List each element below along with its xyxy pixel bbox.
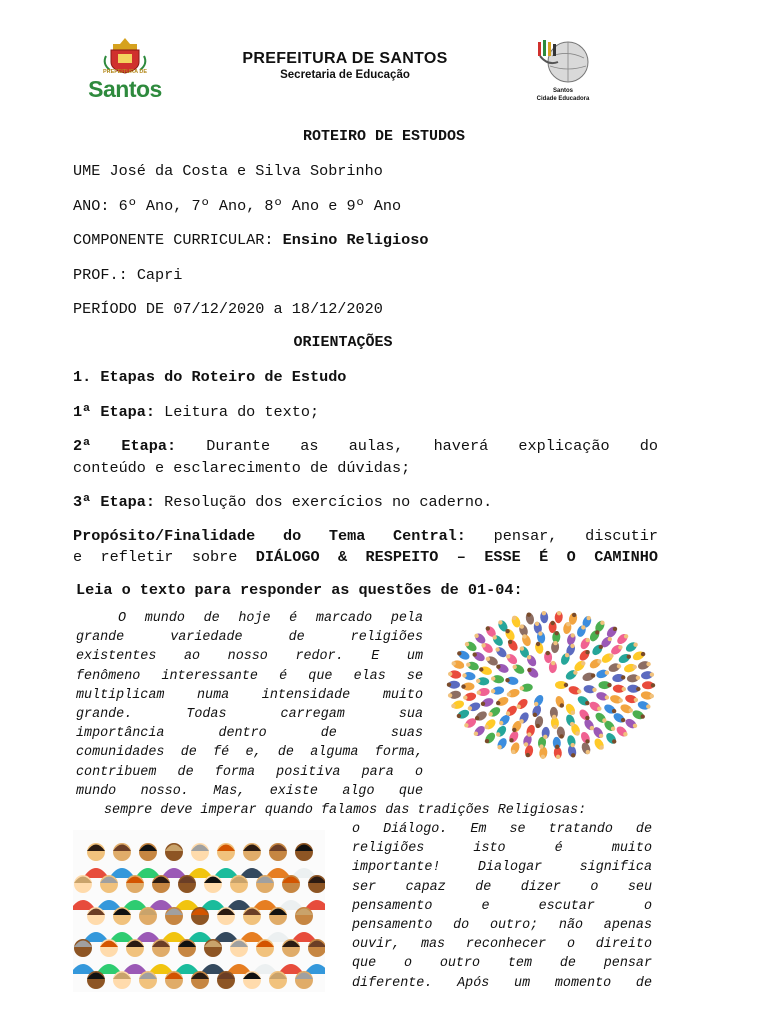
globe-person-head xyxy=(597,659,601,663)
globe-person-head xyxy=(481,702,485,706)
globe-person-head xyxy=(485,739,489,743)
globe-person xyxy=(624,717,638,730)
globe-person xyxy=(474,709,488,722)
globe-person-head xyxy=(463,695,467,699)
globe-person-head xyxy=(539,744,543,748)
globe-person-head xyxy=(590,726,594,730)
passage-line: pensamento do outro; não apenas xyxy=(352,918,652,933)
globe-person-head xyxy=(602,718,606,722)
globe-person-head xyxy=(448,693,452,697)
prof-line xyxy=(73,266,182,284)
globe-person-head xyxy=(575,731,579,735)
globe-person xyxy=(506,638,519,652)
globe-person-head xyxy=(651,683,655,687)
globe-person-head xyxy=(572,613,576,617)
globe-person xyxy=(578,648,592,662)
crowd-of-people-image xyxy=(73,830,325,992)
globe-person-head xyxy=(624,634,628,638)
globe-person xyxy=(588,657,602,670)
document-title: ROTEIRO DE ESTUDOS xyxy=(302,128,466,145)
etapa-1-text: Leitura do texto; xyxy=(164,403,320,421)
globe-person-head xyxy=(520,686,524,690)
crowd-person-hair xyxy=(243,845,261,852)
passage-line: multiplicam numa intensidade muito xyxy=(76,687,423,703)
globe-person-head xyxy=(605,671,609,675)
passage-full-line: sempre deve imperar quando falamos das tradições Religiosas: xyxy=(104,803,587,818)
globe-person-head xyxy=(519,719,523,723)
globe-person-head xyxy=(474,732,478,736)
globe-person-head xyxy=(484,725,488,729)
globe-person-head xyxy=(595,630,599,634)
globe-person-head xyxy=(535,622,539,626)
crowd-person-hair xyxy=(165,845,183,852)
globe-person-head xyxy=(555,745,559,749)
etapa-2-label: 2ª Etapa: xyxy=(73,437,177,455)
globe-person xyxy=(483,731,497,745)
passage-line: religiões isto é muito xyxy=(352,841,652,857)
globe-person-head xyxy=(524,742,528,746)
globe-person-head xyxy=(597,707,601,711)
globe-person-head xyxy=(553,725,557,729)
globe-person xyxy=(487,705,501,718)
globe-person-head xyxy=(533,713,537,717)
globe-person-head xyxy=(556,755,560,759)
globe-person-head xyxy=(570,644,574,648)
cidade-educadora-logo xyxy=(530,36,596,108)
globe-person-head xyxy=(498,620,502,624)
globe-person xyxy=(515,697,529,711)
globe-person-head xyxy=(543,735,547,739)
globe-person-head xyxy=(517,705,521,709)
prof-value: Capri xyxy=(136,266,183,284)
passage-line: importância dentro de suas xyxy=(76,726,423,742)
etapa-2-text-2: conteúdo e esclarecimento de dúvidas; xyxy=(73,459,411,477)
prof-label: PROF.: xyxy=(73,266,128,284)
globe-person-head xyxy=(629,708,633,712)
crowd-illustration xyxy=(73,830,325,992)
proposito-text-1: pensar, discutir xyxy=(493,527,658,545)
passage-line: grande variedade de religiões xyxy=(76,630,423,646)
globe-person-head xyxy=(493,635,497,639)
etapa-1 xyxy=(73,403,319,421)
globe-person-head xyxy=(571,743,575,747)
globe-person-head xyxy=(573,670,577,674)
globe-person-head xyxy=(473,652,477,656)
globe-person-head xyxy=(496,701,500,705)
globe-person-head xyxy=(546,651,550,655)
globe-person-head xyxy=(641,652,645,656)
globe-person-head xyxy=(474,634,478,638)
crowd-person-hair xyxy=(295,845,313,852)
globe-person-head xyxy=(623,732,627,736)
globe-person-head xyxy=(622,687,626,691)
globe-person-head xyxy=(636,687,640,691)
globe-person-head xyxy=(506,654,510,658)
globe-person-head xyxy=(565,653,569,657)
globe-person-head xyxy=(486,626,490,630)
globe-person-head xyxy=(551,621,555,625)
globe-person-head xyxy=(505,629,509,633)
globe-person xyxy=(472,724,486,738)
globe-person-head xyxy=(476,679,480,683)
globe-person-head xyxy=(464,723,468,727)
globe-person xyxy=(505,652,519,666)
globe-person-head xyxy=(520,624,524,628)
santos-city-logo xyxy=(76,36,174,104)
globe-person-head xyxy=(481,643,485,647)
passage-line: importante! Dialogar significa xyxy=(352,860,652,876)
globe-person-head xyxy=(559,734,563,738)
componente-line xyxy=(73,231,428,249)
globe-person xyxy=(464,640,478,653)
globe-person-head xyxy=(507,692,511,696)
globe-person-head xyxy=(650,694,654,698)
passage-line: ouvir, mas reconhecer o direito xyxy=(352,937,652,953)
globe-person-head xyxy=(627,655,631,659)
globe-person-head xyxy=(633,724,637,728)
globe-person xyxy=(532,693,545,707)
globe-person-head xyxy=(634,698,638,702)
globe-person-head xyxy=(538,631,542,635)
globe-person-head xyxy=(636,676,640,680)
globe-person-head xyxy=(486,657,490,661)
globe-person-head xyxy=(542,611,546,615)
crowd-person-hair xyxy=(191,845,209,852)
globe-person xyxy=(483,717,497,731)
passage-line: comunidades de fé e, de alguma forma, xyxy=(76,745,423,761)
logo-caption: PREFEITURA DE xyxy=(102,69,148,75)
globe-person-head xyxy=(475,716,479,720)
globe-person-head xyxy=(527,732,531,736)
globe-person-head xyxy=(462,673,466,677)
globe-person-head xyxy=(461,684,465,688)
ano-value: 6º Ano, 7º Ano, 8º Ano e 9º Ano xyxy=(118,197,402,215)
diverse-people-globe-image xyxy=(444,610,658,760)
globe-illustration xyxy=(444,610,658,760)
globe-person xyxy=(593,737,606,751)
componente-value: Ensino Religioso xyxy=(282,231,429,249)
globe-person-head xyxy=(527,668,531,672)
proposito-label: Propósito/Finalidade do Tema Central: xyxy=(73,527,466,545)
orientacoes-title: ORIENTAÇÕES xyxy=(293,334,393,351)
globe-person-head xyxy=(570,722,574,726)
globe-person xyxy=(579,636,592,650)
globe-person-head xyxy=(571,711,575,715)
logo-right-line1: Santos xyxy=(552,88,573,94)
globe-person-head xyxy=(599,734,603,738)
globe-person-head xyxy=(512,728,516,732)
globe-person-head xyxy=(646,704,650,708)
globe-person-head xyxy=(506,711,510,715)
leia-instruction: Leia o texto para responder as questões de 01-04: xyxy=(76,581,523,599)
globe-person-head xyxy=(551,661,555,665)
globe-person-head xyxy=(564,683,568,687)
globe-person-head xyxy=(571,633,575,637)
crowd-person-hair xyxy=(269,845,287,852)
passage-line: pensamento e escutar o xyxy=(352,898,652,914)
globe-person-head xyxy=(613,627,617,631)
etapa-2-line1 xyxy=(73,437,658,455)
globe-person-head xyxy=(465,642,469,646)
globe-person-head xyxy=(541,755,545,759)
globe-person xyxy=(624,640,638,653)
globe-person-head xyxy=(617,664,621,668)
etapa-3-label: 3ª Etapa: xyxy=(73,493,156,511)
globe-person-head xyxy=(585,650,589,654)
globe-person-head xyxy=(609,654,613,658)
passage-line: existentes ao nosso redor. E um xyxy=(76,649,423,665)
globe-person xyxy=(605,625,619,639)
globe-person-head xyxy=(607,683,611,687)
school-name: UME José da Costa e Silva Sobrinho xyxy=(73,162,383,180)
passage-line: mundo nosso. Mas, existe algo que xyxy=(76,783,423,799)
etapas-heading: 1. Etapas do Roteiro de Estudo xyxy=(73,368,347,386)
header-title: PREFEITURA DE SANTOS xyxy=(242,50,448,67)
globe-person-head xyxy=(527,655,531,659)
globe-person xyxy=(554,695,566,709)
globe-person-head xyxy=(505,678,509,682)
globe-person-head xyxy=(552,715,556,719)
globe-person-head xyxy=(581,661,585,665)
proposito-line2 xyxy=(73,548,658,566)
globe-person-head xyxy=(557,611,561,615)
globe-person-head xyxy=(536,724,540,728)
globe-person-head xyxy=(491,676,495,680)
globe-person xyxy=(496,737,509,751)
proposito-line1 xyxy=(73,527,658,545)
globe-person xyxy=(576,694,590,707)
crowd-person-hair xyxy=(139,845,157,852)
globe-person-head xyxy=(600,621,604,625)
globe-person xyxy=(526,666,540,680)
globe-person xyxy=(604,731,618,745)
globe-person-head xyxy=(612,739,616,743)
globe-person-head xyxy=(585,739,589,743)
globe-person-head xyxy=(611,727,615,731)
globe-person-head xyxy=(633,665,637,669)
globe-person-head xyxy=(621,675,625,679)
etapa-1-label: 1ª Etapa: xyxy=(73,403,156,421)
crowd-person-hair xyxy=(87,845,105,852)
globe-person-head xyxy=(641,714,645,718)
crowd-person-hair xyxy=(113,845,131,852)
globe-person-head xyxy=(587,616,591,620)
globe-person-head xyxy=(534,702,538,706)
globe-person-head xyxy=(466,663,470,667)
globe-person-head xyxy=(605,695,609,699)
globe-person-head xyxy=(555,631,559,635)
globe-person-head xyxy=(618,645,622,649)
globe-person-head xyxy=(650,672,654,676)
globe-person-head xyxy=(457,714,461,718)
globe-person-head xyxy=(586,638,590,642)
globe-person-head xyxy=(577,689,581,693)
globe-person-head xyxy=(451,704,455,708)
globe-person-head xyxy=(508,640,512,644)
header-subtitle: Secretaria de Educação xyxy=(280,69,410,81)
globe-person-head xyxy=(560,703,564,707)
globe-person xyxy=(588,700,602,713)
globe-person-head xyxy=(479,667,483,671)
proposito-text-2a: e refletir sobre xyxy=(73,548,238,566)
globe-person-head xyxy=(512,616,516,620)
passage-line: fenômeno interessante é que elas se xyxy=(76,668,423,684)
globe-person-head xyxy=(633,643,637,647)
globe-person xyxy=(494,724,508,738)
page-header xyxy=(0,0,768,115)
globe-person xyxy=(615,724,629,738)
globe-person-head xyxy=(499,721,503,725)
globe-person-head xyxy=(585,701,589,705)
globe-person-head xyxy=(591,673,595,677)
passage-line: diferente. Após um momento de xyxy=(352,975,652,991)
etapa-2-text-1: Durante as aulas, haverá explicação do xyxy=(206,437,658,455)
globe-person-head xyxy=(488,712,492,716)
passage-line: contribuem de forma positiva para o xyxy=(76,764,423,780)
globe-person-head xyxy=(536,642,540,646)
globe-person xyxy=(521,633,533,647)
globe-person-head xyxy=(621,718,625,722)
periodo-line: PERÍODO DE 07/12/2020 a 18/12/2020 xyxy=(73,300,383,318)
globe-person-head xyxy=(522,634,526,638)
passage-line: o Diálogo. Em se tratando de xyxy=(352,822,652,837)
ano-line xyxy=(73,197,401,215)
ano-label: ANO: xyxy=(73,197,110,215)
etapa-3 xyxy=(73,493,492,511)
etapa-3-text: Resolução dos exercícios no caderno. xyxy=(164,493,493,511)
globe-person-head xyxy=(477,690,481,694)
globe-person-head xyxy=(468,706,472,710)
globe-person-head xyxy=(599,645,603,649)
globe-person-head xyxy=(452,661,456,665)
globe-person xyxy=(579,731,591,745)
proposito-text-2b: DIÁLOGO & RESPEITO – ESSE É O CAMINHO xyxy=(255,548,658,566)
globe-person-head xyxy=(447,683,451,687)
globe-person-head xyxy=(612,709,616,713)
globe-person-head xyxy=(497,745,501,749)
globe-person-head xyxy=(520,646,524,650)
globe-person-head xyxy=(586,750,590,754)
globe-person-head xyxy=(592,688,596,692)
passage-line: grande. Todas carregam sua xyxy=(76,707,423,722)
globe-person xyxy=(615,632,629,646)
globe-person-head xyxy=(526,753,530,757)
globe-person-head xyxy=(513,665,517,669)
componente-label: COMPONENTE CURRICULAR: xyxy=(73,231,274,249)
globe-person-head xyxy=(646,662,650,666)
globe-person-head xyxy=(566,622,570,626)
globe-person-head xyxy=(619,698,623,702)
globe-person-head xyxy=(495,647,499,651)
globe-person-head xyxy=(491,689,495,693)
globe-person-head xyxy=(553,641,557,645)
globe-person-head xyxy=(511,750,515,754)
globe-person-head xyxy=(581,625,585,629)
globe-person xyxy=(512,663,526,676)
globe-person-head xyxy=(496,732,500,736)
passage-line: O mundo de hoje é marcado pela xyxy=(118,611,423,626)
logo-right-line2: Cidade Educadora xyxy=(536,96,590,102)
logo-wordmark: Santos xyxy=(88,76,162,102)
globe-person xyxy=(564,702,577,716)
globe-person-head xyxy=(457,651,461,655)
globe-person-head xyxy=(448,672,452,676)
globe-person-head xyxy=(608,637,612,641)
globe-person-head xyxy=(585,716,589,720)
globe-person-head xyxy=(571,753,575,757)
globe-person-head xyxy=(509,738,513,742)
globe-person-head xyxy=(527,613,531,617)
passage-line: ser capaz de dizer o seu xyxy=(352,879,652,895)
globe-person-head xyxy=(496,665,500,669)
globe-hands-icon xyxy=(530,36,596,88)
crowd-person-hair xyxy=(217,845,235,852)
passage-line: que o outro tem de pensar xyxy=(352,956,652,972)
globe-person-head xyxy=(599,745,603,749)
